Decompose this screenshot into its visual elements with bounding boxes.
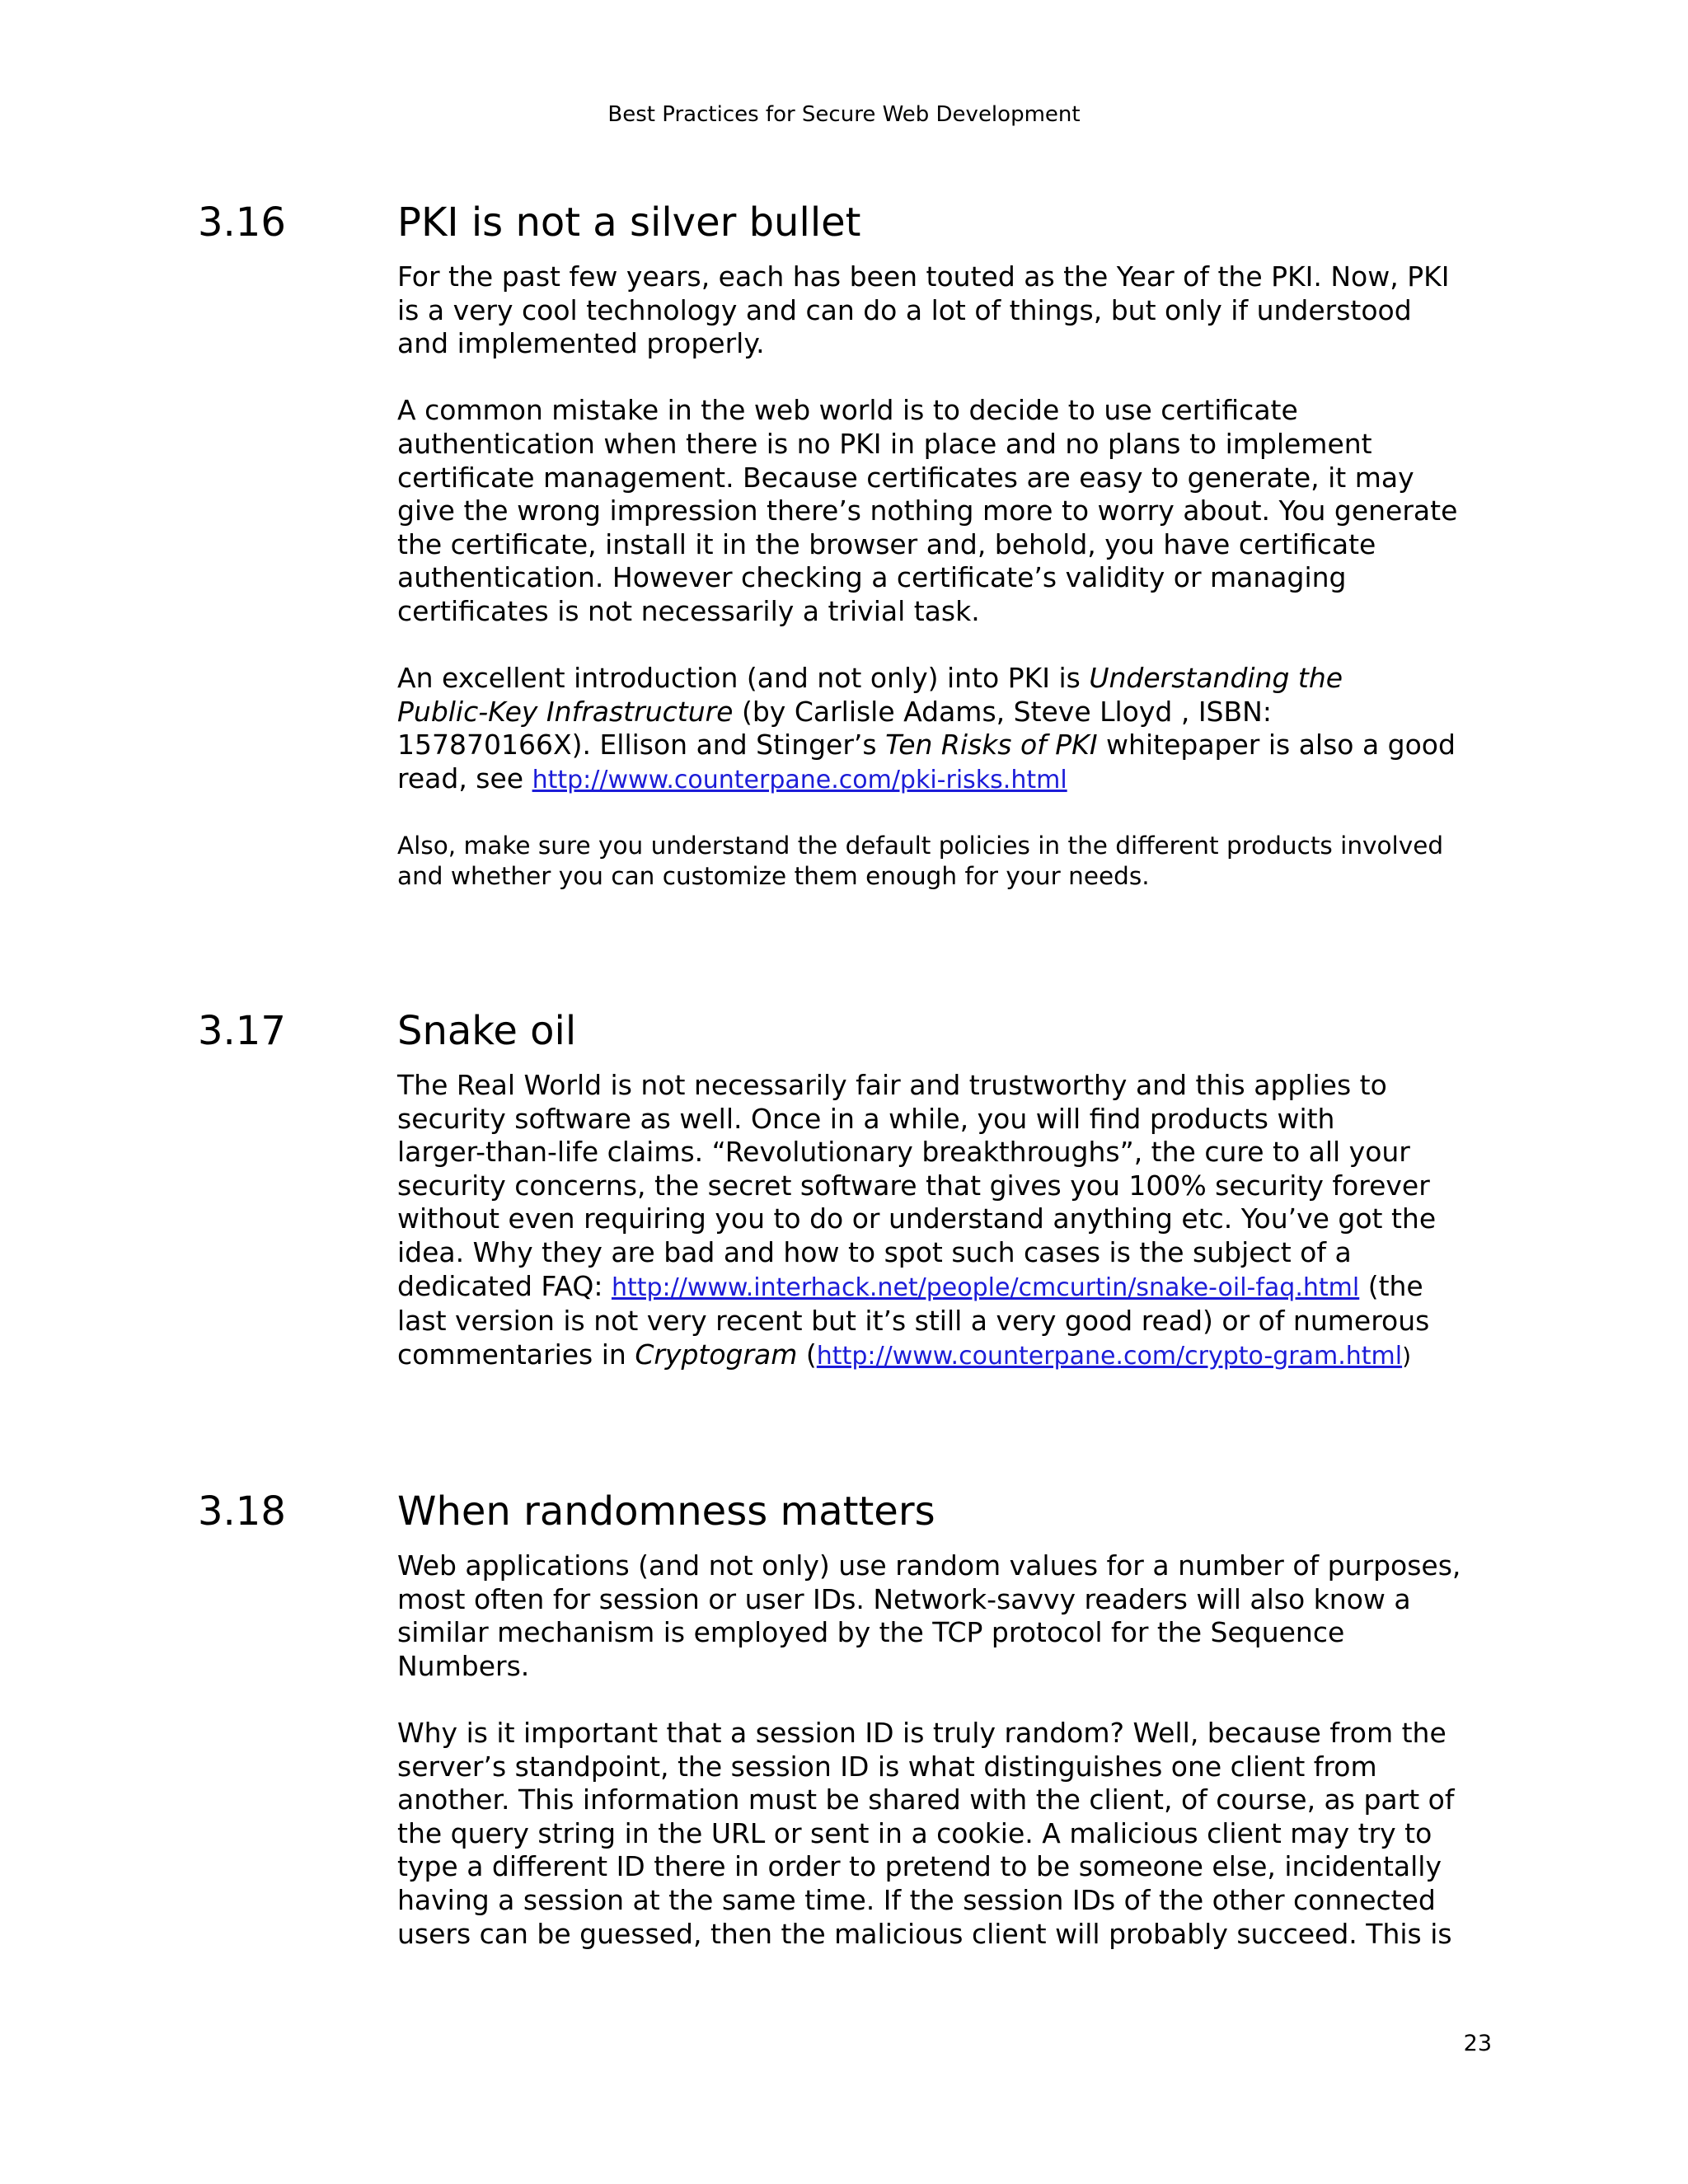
section-body <box>397 1069 1502 1373</box>
section-body <box>397 260 1502 892</box>
section-title: When randomness matters <box>397 1488 935 1535</box>
text: The Real World is not necessarily fair and trustworthy and this applies to security software as well. Once in a while, you will find products with larger-than-life claims. “Revolutionary breakthroughs”, the cure to all your security concerns, the secret software that gives you 100% security forever without even requiring you to do or understand anything etc. You’ve got the idea. Why they are bad and how to spot such cases is the subject of a dedicated FAQ: <box>397 1069 1437 1302</box>
section-number: 3.16 <box>198 199 286 246</box>
section-title: PKI is not a silver bullet <box>397 199 861 246</box>
section-number: 3.18 <box>198 1488 286 1535</box>
running-header: Best Practices for Secure Web Development <box>607 102 1081 127</box>
text: An excellent introduction (and not only) into PKI is <box>397 662 1090 695</box>
paragraph: For the past few years, each has been touted as the Year of the PKI. Now, PKI is a very cool technology and can do a lot of things, but only if understood and implemented properly. <box>397 260 1450 360</box>
section-number: 3.17 <box>198 1008 286 1054</box>
paragraph: Web applications (and not only) use random values for a number of purposes, most often for session or user IDs. Network-savvy readers will also know a similar mechanism is employed by the TCP protocol for the Sequence Numbers. <box>397 1549 1461 1682</box>
paragraph: Also, make sure you understand the default policies in the different products involved and whether you can customize them enough for your needs. <box>397 832 1444 891</box>
text: whitepaper is also a good read, see <box>397 729 1456 794</box>
paragraph: A common mistake in the web world is to decide to use certificate authentication when there is no PKI in place and no plans to implement certificate management. Because certificates are easy to generate, it may give the wrong impression there’s nothing more to worry about. You generate the certificate, install it in the browser and, behold, you have certificate authentication. However checking a certificate’s validity or managing certificates is not necessarily a trivial task. <box>397 394 1458 627</box>
crypto-gram-link[interactable]: http://www.counterpane.com/crypto-gram.html <box>816 1341 1403 1371</box>
section-body <box>397 1549 1502 1951</box>
page-number: 23 <box>1463 2031 1492 2056</box>
pki-risks-link[interactable]: http://www.counterpane.com/pki-risks.html <box>532 765 1067 794</box>
paragraph <box>397 662 1502 797</box>
text: ( <box>797 1338 817 1371</box>
text: (the last version is not very recent but it’s still a very good read) or of numerous commentaries in <box>397 1269 1430 1371</box>
section-title: Snake oil <box>397 1008 577 1054</box>
text: ) <box>1402 1342 1412 1370</box>
publication-title: Cryptogram <box>635 1338 798 1371</box>
text: (by Carlisle Adams, Steve Lloyd , ISBN: 157870166X). Ellison and Stinger’s <box>397 695 1272 762</box>
paragraph <box>397 1069 1502 1373</box>
book-title: Understanding the Public-Key Infrastructure <box>397 662 1343 728</box>
snake-oil-faq-link[interactable]: http://www.interhack.net/people/cmcurtin/snake-oil-faq.html <box>611 1272 1360 1302</box>
whitepaper-title: Ten Risks of PKI <box>885 729 1098 762</box>
paragraph: Why is it important that a session ID is truly random? Well, because from the server’s standpoint, the session ID is what distinguishes one client from another. This information must be shared with the client, of course, as part of the query string in the URL or sent in a cookie. A malicious client may try to type a different ID there in order to pretend to be someone else, incidentally having a session at the same time. If the session IDs of the other connected users can be guessed, then the malicious client will probably succeed. This is <box>397 1716 1455 1950</box>
